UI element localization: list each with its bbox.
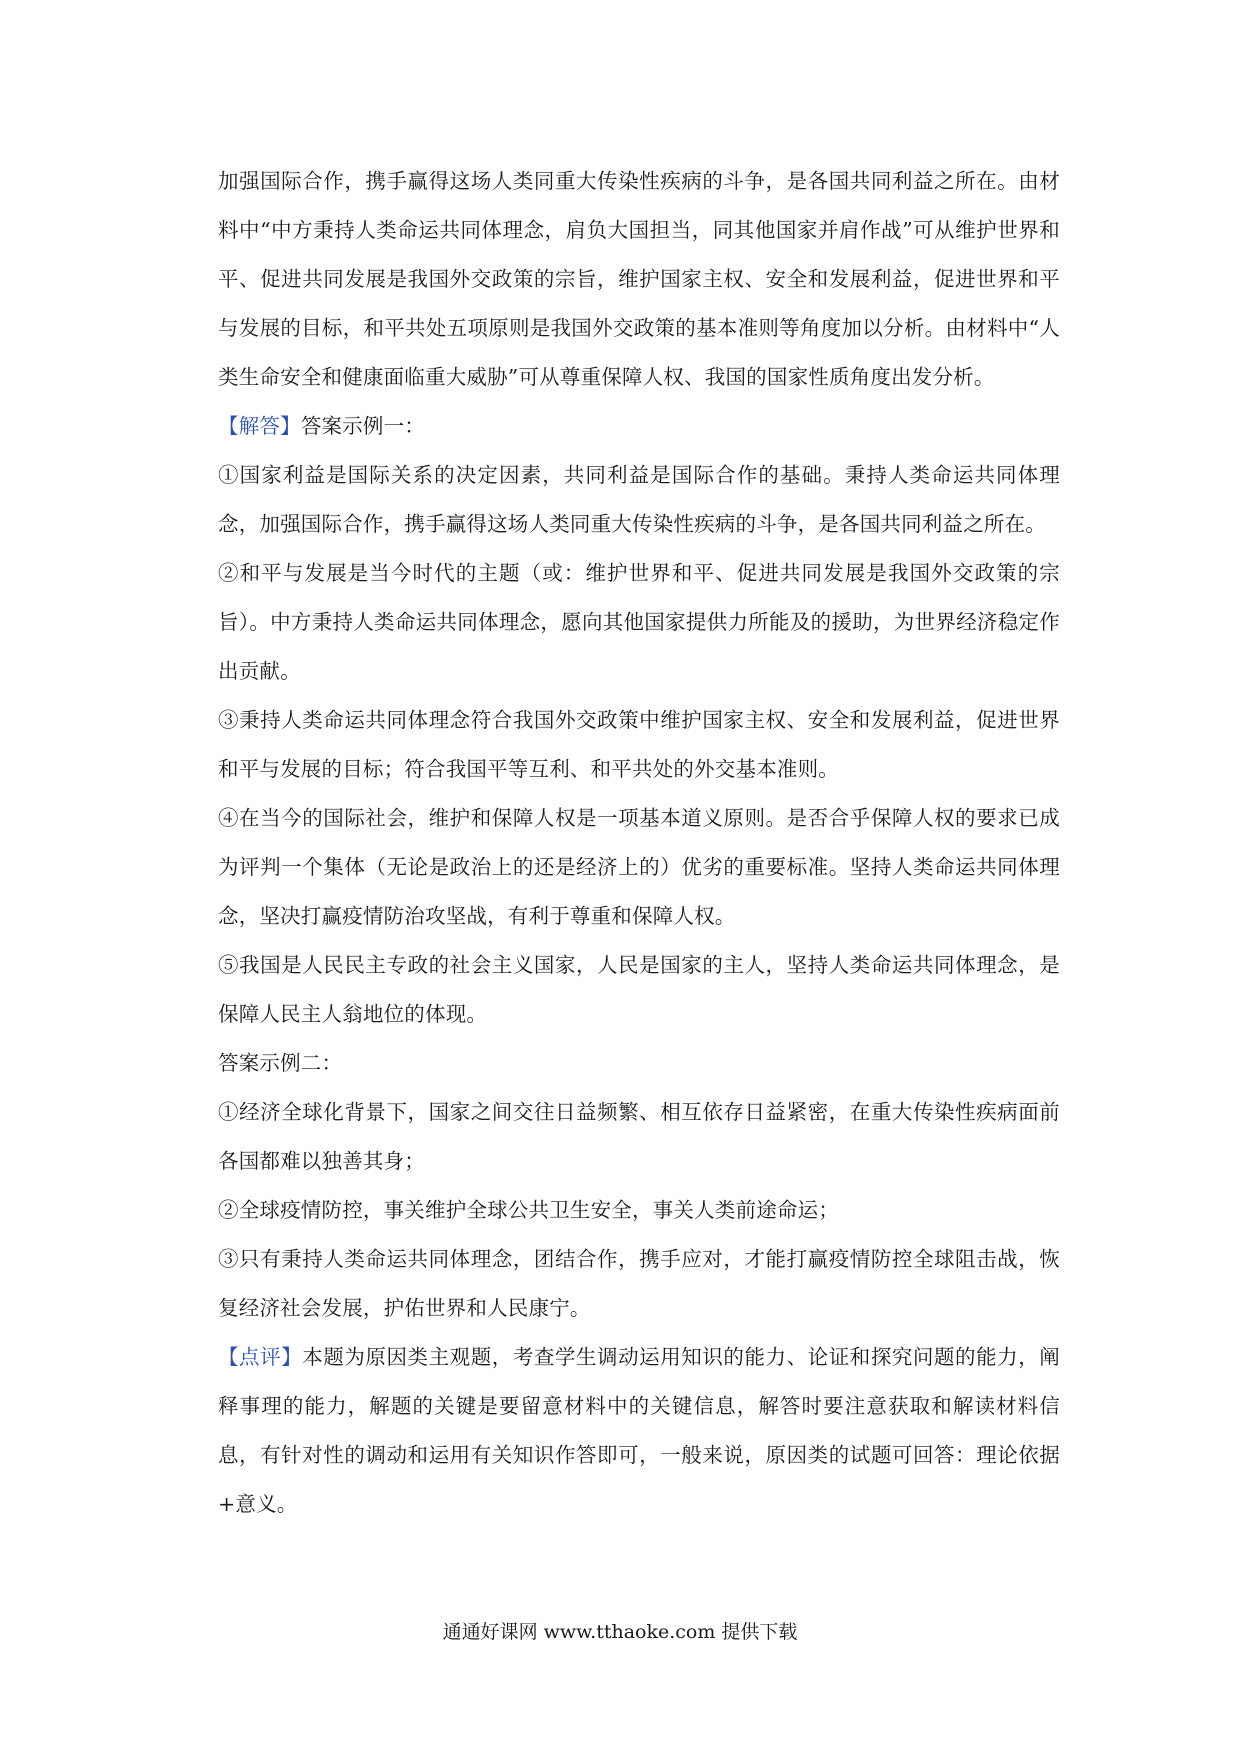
- paragraph-text: 答案示例二：: [218, 1051, 343, 1075]
- paragraph-text: 本题为原因类主观题，考查学生调动运用知识的能力、论证和探究问题的能力，阐释事理的能力，解题的关键是要留意材料中的关键信息，解答时要注意获取和解读材料信息，有针对性的调动和运用有关知识作答即可，一般来说，原因类的试题可回答：理论依据+意义。: [218, 1345, 1060, 1516]
- paragraph-example1-point2: [218, 549, 1060, 696]
- paragraph-example2-point1: [218, 1088, 1060, 1186]
- paragraph-example2-point3: [218, 1235, 1060, 1333]
- comment-tag: 【点评】: [218, 1345, 303, 1369]
- paragraph-example1-point5: [218, 941, 1060, 1039]
- document-body: [218, 157, 1060, 1529]
- paragraph-text: ④在当今的国际社会，维护和保障人权是一项基本道义原则。是否合乎保障人权的要求已成为评判一个集体（无论是政治上的还是经济上的）优劣的重要标准。坚持人类命运共同体理念，坚决打赢疫情防治攻坚战，有利于尊重和保障人权。: [218, 806, 1060, 928]
- paragraph-example2-heading: [218, 1039, 1060, 1088]
- paragraph-text: ①国家利益是国际关系的决定因素，共同利益是国际合作的基础。秉持人类命运共同体理念，加强国际合作，携手赢得这场人类同重大传染性疾病的斗争，是各国共同利益之所在。: [218, 463, 1060, 536]
- paragraph-analysis: [218, 157, 1060, 402]
- paragraph-text: ②和平与发展是当今时代的主题（或：维护世界和平、促进共同发展是我国外交政策的宗旨）。中方秉持人类命运共同体理念，愿向其他国家提供力所能及的援助，为世界经济稳定作出贡献。: [218, 561, 1060, 683]
- answer-tag: 【解答】: [218, 414, 301, 438]
- paragraph-example1-point3: [218, 696, 1060, 794]
- page-footer: 通通好课网 www.tthaoke.com 提供下载: [442, 1621, 798, 1643]
- paragraph-text: 加强国际合作，携手赢得这场人类同重大传染性疾病的斗争，是各国共同利益之所在。由材料中“中方秉持人类命运共同体理念，肩负大国担当，同其他国家并肩作战”可从维护世界和平、促进共同发展是我国外交政策的宗旨，维护国家主权、安全和发展利益，促进世界和平与发展的目标，和平共处五项原则是我国外交政策的基本准则等角度加以分析。由材料中“人类生命安全和健康面临重大威胁”可从尊重保障人权、我国的国家性质角度出发分析。: [218, 169, 1060, 389]
- paragraph-text: ⑤我国是人民民主专政的社会主义国家，人民是国家的主人，坚持人类命运共同体理念，是保障人民主人翁地位的体现。: [218, 953, 1060, 1026]
- paragraph-example1-point1: [218, 451, 1060, 549]
- paragraph-text: ③秉持人类命运共同体理念符合我国外交政策中维护国家主权、安全和发展利益，促进世界和平与发展的目标；符合我国平等互利、和平共处的外交基本准则。: [218, 708, 1060, 781]
- paragraph-text: ③只有秉持人类命运共同体理念，团结合作，携手应对，才能打赢疫情防控全球阻击战，恢复经济社会发展，护佑世界和人民康宁。: [218, 1247, 1060, 1320]
- paragraph-text: 答案示例一：: [300, 414, 426, 438]
- paragraph-comment: [218, 1333, 1060, 1529]
- paragraph-example1-point4: [218, 794, 1060, 941]
- paragraph-text: ①经济全球化背景下，国家之间交往日益频繁、相互依存日益紧密，在重大传染性疾病面前各国都难以独善其身；: [218, 1100, 1060, 1173]
- paragraph-example2-point2: [218, 1186, 1060, 1235]
- paragraph-text: ②全球疫情防控，事关维护全球公共卫生安全，事关人类前途命运；: [218, 1198, 839, 1222]
- paragraph-answer-heading: [218, 402, 1060, 451]
